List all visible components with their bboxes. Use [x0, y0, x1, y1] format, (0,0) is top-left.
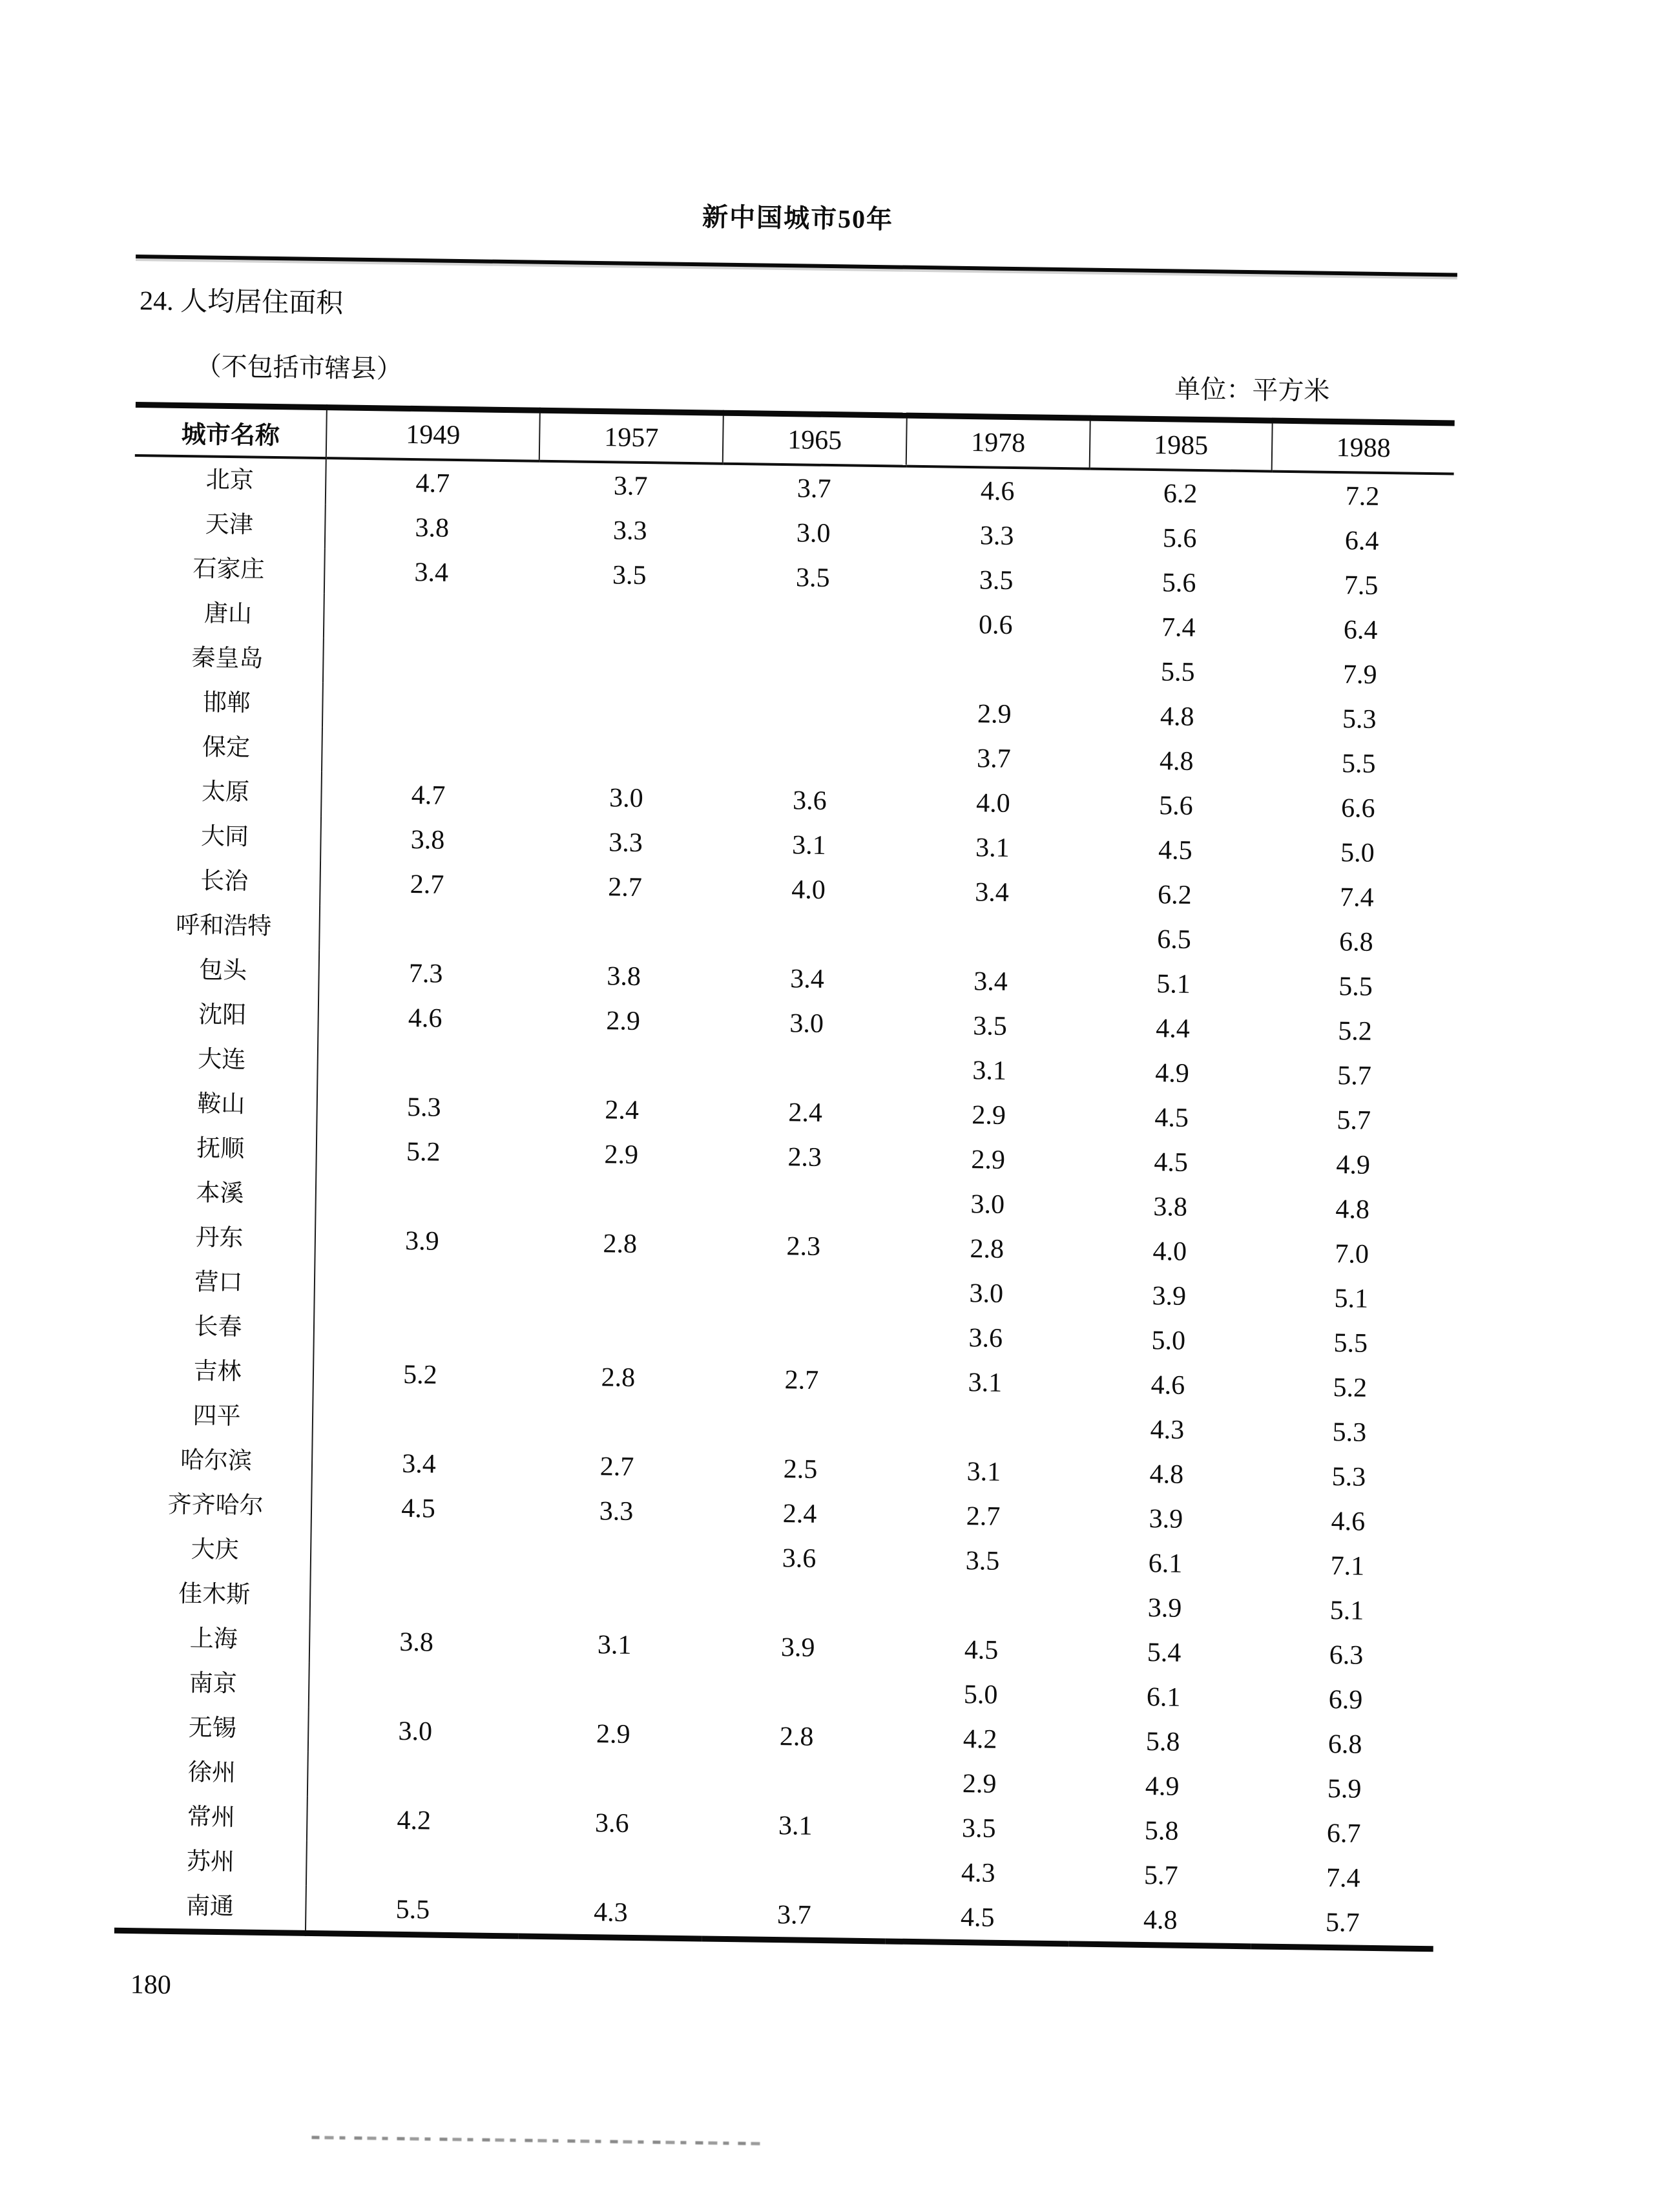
- value-cell: [536, 641, 720, 688]
- value-cell: 2.9: [604, 1139, 639, 1170]
- column-header-year: 1965: [723, 413, 907, 466]
- value-cell: 3.6: [968, 1322, 1003, 1353]
- value-cell: 4.6: [1331, 1506, 1366, 1537]
- value-cell: 6.7: [1326, 1818, 1361, 1849]
- value-cell: 2.7: [784, 1364, 819, 1395]
- value-cell: 5.5: [395, 1894, 430, 1925]
- city-name-cell: 大连: [126, 1036, 318, 1083]
- value-cell: [522, 1666, 706, 1713]
- value-cell: 5.3: [1342, 704, 1377, 735]
- city-name-cell: 哈尔滨: [121, 1437, 313, 1485]
- value-cell: 3.5: [612, 559, 647, 590]
- value-cell: 2.9: [606, 1005, 641, 1036]
- column-header-year: 1949: [326, 408, 540, 461]
- city-name-cell: 营口: [123, 1259, 315, 1306]
- value-cell: 4.0: [1152, 1236, 1187, 1267]
- value-cell: 3.0: [789, 1008, 824, 1039]
- value-cell: 7.4: [1326, 1862, 1360, 1894]
- value-cell: 7.4: [1339, 882, 1375, 913]
- value-cell: 3.9: [404, 1226, 439, 1257]
- header-rule-divider: [136, 255, 1457, 277]
- value-cell: 4.9: [1336, 1149, 1371, 1180]
- value-cell: 5.6: [1162, 523, 1197, 554]
- value-cell: [720, 643, 904, 691]
- column-header-year: 1988: [1272, 421, 1455, 474]
- value-cell: 2.7: [599, 1451, 634, 1482]
- value-cell: 2.8: [779, 1721, 814, 1752]
- table-subtitle: （不包括市辖县）: [195, 351, 403, 384]
- value-cell: [712, 1178, 896, 1226]
- value-cell: [319, 905, 533, 953]
- value-cell: 0.6: [978, 609, 1013, 640]
- value-cell: 3.5: [965, 1545, 1000, 1576]
- value-cell: 3.8: [410, 824, 445, 855]
- value-cell: 3.0: [970, 1189, 1005, 1220]
- value-cell: 3.1: [972, 1055, 1007, 1086]
- value-cell: 7.0: [1335, 1238, 1369, 1269]
- unit-label: 单位：平方米: [1174, 374, 1330, 406]
- value-cell: 5.1: [1156, 968, 1191, 999]
- value-cell: 5.5: [1338, 971, 1373, 1002]
- value-cell: 3.8: [415, 512, 450, 543]
- value-cell: 5.0: [1340, 837, 1375, 868]
- value-cell: 3.7: [776, 1899, 811, 1930]
- value-cell: [315, 1173, 529, 1220]
- value-cell: 6.8: [1338, 926, 1374, 957]
- value-cell: 3.6: [782, 1543, 817, 1574]
- value-cell: [718, 733, 902, 780]
- city-name-cell: 徐州: [116, 1749, 308, 1797]
- value-cell: 2.3: [786, 1231, 821, 1262]
- value-cell: 3.8: [607, 961, 641, 992]
- value-cell: 2.9: [972, 1100, 1006, 1131]
- value-cell: [322, 727, 536, 775]
- value-cell: 2.7: [966, 1501, 1001, 1532]
- value-cell: 4.3: [593, 1897, 628, 1928]
- value-cell: [710, 1312, 894, 1359]
- value-cell: 3.9: [1149, 1503, 1183, 1534]
- city-name-cell: 长治: [129, 858, 320, 905]
- value-cell: [323, 638, 537, 685]
- value-cell: 5.7: [1337, 1060, 1372, 1091]
- value-cell: 4.8: [1160, 701, 1194, 732]
- value-cell: 5.2: [406, 1136, 441, 1167]
- value-cell: 6.1: [1148, 1548, 1183, 1579]
- city-name-cell: 太原: [130, 769, 322, 816]
- value-cell: [704, 1758, 888, 1805]
- value-cell: 2.7: [607, 871, 643, 903]
- value-cell: [530, 1042, 714, 1089]
- value-cell: 3.9: [1152, 1280, 1187, 1311]
- value-cell: 3.5: [961, 1813, 996, 1844]
- value-cell: [527, 1265, 711, 1312]
- value-cell: 4.8: [1335, 1194, 1370, 1225]
- value-cell: 4.3: [1150, 1414, 1185, 1445]
- city-name-cell: 呼和浩特: [128, 903, 320, 950]
- value-cell: 5.2: [1337, 1016, 1373, 1047]
- value-cell: 3.7: [613, 470, 648, 501]
- city-name-cell: 沈阳: [127, 992, 318, 1039]
- value-cell: 3.5: [973, 1010, 1008, 1041]
- value-cell: 4.8: [1159, 746, 1194, 777]
- value-cell: 4.4: [1156, 1013, 1191, 1044]
- value-cell: 6.9: [1328, 1684, 1363, 1715]
- value-cell: 4.5: [960, 1902, 995, 1933]
- value-cell: [526, 1309, 711, 1357]
- value-cell: 3.0: [398, 1716, 433, 1747]
- city-name-cell: 丹东: [123, 1215, 315, 1262]
- value-cell: 4.7: [415, 468, 450, 499]
- value-cell: 4.5: [1154, 1102, 1189, 1133]
- value-cell: 4.6: [408, 1003, 442, 1034]
- scan-artifact-line: [311, 2136, 764, 2145]
- value-cell: [310, 1574, 524, 1622]
- city-name-cell: 保定: [130, 724, 322, 771]
- value-cell: 4.8: [1149, 1459, 1184, 1490]
- value-cell: 3.5: [979, 565, 1014, 596]
- value-cell: 5.2: [402, 1359, 438, 1390]
- city-name-cell: 秦皇岛: [132, 635, 324, 682]
- value-cell: [324, 593, 537, 641]
- value-cell: 4.3: [961, 1857, 995, 1888]
- value-cell: 5.7: [1143, 1860, 1178, 1891]
- value-cell: 2.3: [787, 1142, 822, 1173]
- value-cell: 4.0: [791, 874, 826, 905]
- value-cell: [524, 1532, 708, 1580]
- value-cell: 5.0: [1151, 1325, 1186, 1356]
- city-name-cell: 大同: [129, 813, 321, 861]
- city-name-cell: 南京: [118, 1660, 309, 1707]
- value-cell: [528, 1176, 713, 1223]
- value-cell: [899, 913, 1083, 961]
- value-cell: [536, 685, 720, 733]
- value-cell: 2.5: [783, 1454, 818, 1485]
- value-cell: 4.6: [1150, 1370, 1185, 1401]
- value-cell: 3.7: [976, 743, 1011, 774]
- value-cell: 5.1: [1334, 1283, 1369, 1314]
- value-cell: 3.1: [597, 1629, 632, 1660]
- city-name-cell: 上海: [118, 1616, 310, 1663]
- value-cell: [711, 1268, 895, 1315]
- value-cell: [523, 1577, 707, 1624]
- city-name-cell: 大庆: [120, 1527, 311, 1574]
- value-cell: 5.4: [1147, 1637, 1181, 1668]
- value-cell: 6.3: [1329, 1640, 1364, 1671]
- city-name-cell: 长春: [123, 1304, 315, 1351]
- value-cell: 3.3: [612, 515, 647, 546]
- value-cell: 6.8: [1327, 1729, 1362, 1760]
- city-name-cell: 南通: [114, 1883, 306, 1934]
- value-cell: 4.2: [963, 1724, 997, 1755]
- value-cell: 2.8: [603, 1228, 638, 1259]
- value-cell: 2.7: [410, 869, 444, 900]
- page-number: 180: [130, 1970, 172, 2001]
- city-name-cell: 佳木斯: [119, 1571, 311, 1618]
- value-cell: 3.7: [796, 473, 831, 504]
- city-name-cell: 唐山: [132, 590, 324, 638]
- value-cell: 2.4: [782, 1498, 817, 1529]
- value-cell: 6.2: [1157, 879, 1192, 910]
- value-cell: [526, 1399, 710, 1446]
- value-cell: [714, 1045, 898, 1092]
- value-cell: 4.5: [1154, 1147, 1189, 1178]
- value-cell: 2.9: [977, 698, 1012, 729]
- value-cell: [719, 688, 903, 735]
- value-cell: 7.4: [1161, 612, 1196, 643]
- value-cell: [707, 1580, 891, 1627]
- value-cell: 3.0: [796, 517, 831, 548]
- value-cell: 6.4: [1343, 614, 1378, 645]
- value-cell: [903, 646, 1087, 693]
- city-name-cell: 齐齐哈尔: [120, 1482, 312, 1529]
- value-cell: [537, 596, 721, 643]
- value-cell: [307, 1752, 521, 1800]
- value-cell: 4.9: [1155, 1058, 1190, 1089]
- value-cell: 5.2: [1333, 1372, 1368, 1403]
- value-cell: 5.3: [1332, 1417, 1367, 1448]
- value-cell: 3.1: [975, 832, 1010, 863]
- value-cell: 3.4: [973, 966, 1008, 997]
- city-name-cell: 鞍山: [125, 1081, 317, 1128]
- value-cell: [519, 1844, 703, 1892]
- value-cell: 3.8: [399, 1627, 434, 1658]
- value-cell: 4.2: [397, 1805, 432, 1836]
- value-cell: 5.7: [1337, 1105, 1371, 1136]
- value-cell: 3.3: [979, 520, 1014, 551]
- city-name-cell: 石家庄: [133, 546, 325, 593]
- city-name-cell: 邯郸: [131, 680, 323, 727]
- value-cell: 4.8: [1143, 1904, 1178, 1936]
- value-cell: 3.1: [966, 1456, 1001, 1487]
- value-cell: 5.3: [406, 1092, 441, 1123]
- value-cell: 2.4: [605, 1094, 640, 1125]
- value-cell: 3.5: [795, 562, 830, 593]
- city-name-cell: 四平: [121, 1393, 313, 1440]
- value-cell: 3.4: [401, 1448, 437, 1479]
- city-name-cell: 天津: [134, 501, 326, 548]
- per-capita-living-area-table: [114, 402, 1455, 1952]
- value-cell: [306, 1841, 520, 1889]
- value-cell: 4.5: [964, 1634, 999, 1665]
- value-cell: 4.5: [401, 1493, 436, 1524]
- value-cell: 2.9: [962, 1768, 997, 1799]
- city-name-cell: 吉林: [122, 1348, 314, 1395]
- value-cell: [532, 908, 716, 955]
- value-cell: 5.5: [1341, 748, 1376, 779]
- column-header-year: 1985: [1090, 418, 1273, 471]
- value-cell: 5.1: [1329, 1595, 1364, 1626]
- value-cell: 6.2: [1163, 478, 1198, 509]
- value-cell: 6.6: [1340, 793, 1375, 824]
- city-name-cell: 无锡: [117, 1705, 309, 1752]
- value-cell: [705, 1669, 890, 1716]
- value-cell: 3.9: [1147, 1592, 1182, 1623]
- value-cell: [521, 1755, 705, 1802]
- column-header-city: 城市名称: [135, 404, 327, 458]
- city-name-cell: 包头: [127, 947, 319, 994]
- column-header-year: 1957: [539, 410, 723, 463]
- value-cell: 2.8: [601, 1362, 636, 1393]
- value-cell: 7.1: [1330, 1550, 1365, 1581]
- value-cell: [709, 1401, 893, 1448]
- value-cell: 3.3: [608, 827, 643, 858]
- value-cell: 5.7: [1325, 1907, 1360, 1938]
- column-header-year: 1978: [906, 415, 1090, 468]
- value-cell: [703, 1846, 887, 1894]
- value-cell: [322, 682, 536, 730]
- value-cell: 2.8: [970, 1233, 1004, 1264]
- value-cell: 3.4: [790, 963, 825, 994]
- value-cell: 4.9: [1145, 1771, 1180, 1802]
- value-cell: 3.3: [599, 1496, 634, 1527]
- value-cell: 6.5: [1156, 924, 1192, 955]
- value-cell: [535, 730, 719, 777]
- value-cell: 2.4: [788, 1097, 823, 1128]
- value-cell: 5.9: [1327, 1773, 1362, 1804]
- value-cell: 5.6: [1161, 567, 1196, 598]
- value-cell: 7.9: [1342, 659, 1377, 690]
- value-cell: 2.9: [596, 1718, 630, 1749]
- value-cell: 4.0: [975, 788, 1010, 819]
- value-cell: 3.0: [969, 1278, 1004, 1309]
- value-cell: 5.6: [1158, 790, 1193, 821]
- value-cell: 5.5: [1333, 1328, 1368, 1359]
- value-cell: 5.0: [963, 1679, 998, 1710]
- value-cell: [313, 1395, 526, 1443]
- value-cell: 7.2: [1345, 481, 1380, 512]
- value-cell: [313, 1306, 527, 1354]
- value-cell: 2.9: [971, 1144, 1006, 1175]
- value-cell: [314, 1262, 528, 1309]
- value-cell: 3.6: [594, 1808, 629, 1839]
- value-cell: 5.8: [1145, 1726, 1180, 1757]
- value-cell: 3.6: [792, 785, 828, 816]
- value-cell: 7.3: [408, 958, 443, 989]
- value-cell: 6.1: [1146, 1682, 1181, 1713]
- value-cell: 4.7: [411, 780, 446, 811]
- value-cell: 3.4: [414, 557, 449, 588]
- city-name-cell: 常州: [116, 1794, 307, 1841]
- value-cell: 4.6: [980, 475, 1015, 506]
- city-name-cell: 抚顺: [125, 1125, 317, 1173]
- city-name-cell: 苏州: [115, 1839, 307, 1886]
- value-cell: 4.5: [1158, 835, 1193, 866]
- value-cell: 3.1: [968, 1367, 1003, 1398]
- city-name-cell: 北京: [134, 455, 326, 504]
- value-cell: 3.1: [791, 830, 827, 861]
- value-cell: [311, 1529, 525, 1577]
- value-cell: [890, 1581, 1074, 1629]
- value-cell: 3.8: [1153, 1191, 1188, 1222]
- value-cell: [716, 911, 900, 958]
- value-cell: 3.9: [780, 1632, 815, 1663]
- running-header: 新中国城市50年: [702, 202, 894, 235]
- value-cell: 5.5: [1160, 656, 1195, 687]
- value-cell: [720, 599, 904, 646]
- value-cell: [892, 1404, 1076, 1451]
- section-title: 24. 人均居住面积: [139, 286, 344, 319]
- value-cell: 6.4: [1344, 525, 1379, 556]
- value-cell: 3.4: [974, 877, 1010, 908]
- value-cell: 5.8: [1144, 1815, 1179, 1846]
- value-cell: 3.1: [778, 1810, 813, 1841]
- value-cell: 7.5: [1344, 570, 1379, 601]
- city-name-cell: 本溪: [124, 1170, 316, 1217]
- value-cell: 3.0: [609, 782, 644, 813]
- value-cell: [309, 1663, 523, 1711]
- value-cell: [317, 1039, 531, 1087]
- value-cell: 5.3: [1331, 1461, 1366, 1492]
